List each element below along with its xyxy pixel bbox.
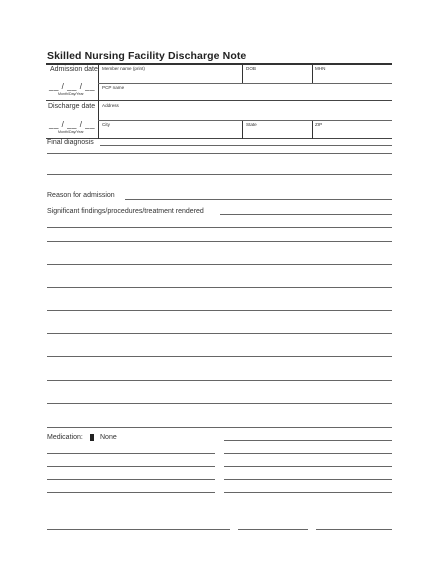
- discharge-date-format: Month/Day/Year: [58, 130, 84, 134]
- reason-line[interactable]: [125, 199, 392, 200]
- pcp-name-label: PCP name: [102, 85, 125, 90]
- address-row-border: [98, 120, 392, 121]
- findings-line-10[interactable]: [47, 427, 392, 428]
- discharge-date-label: Discharge date: [48, 103, 96, 110]
- findings-line-2[interactable]: [47, 241, 392, 242]
- state-label: State: [246, 122, 257, 127]
- final-diagnosis-line-1[interactable]: [100, 145, 392, 146]
- member-row-border: [98, 83, 392, 84]
- state-divider: [242, 120, 243, 139]
- signature-date-line[interactable]: [238, 529, 308, 530]
- findings-line-1[interactable]: [47, 227, 392, 228]
- city-label: City: [102, 122, 110, 127]
- findings-line-3[interactable]: [47, 264, 392, 265]
- header-column-divider: [98, 63, 99, 139]
- dob-divider: [242, 63, 243, 83]
- medication-line-left-1[interactable]: [47, 453, 215, 454]
- zip-divider: [312, 120, 313, 139]
- medication-none-label: None: [100, 434, 117, 441]
- medication-line-right-3[interactable]: [224, 479, 392, 480]
- final-diagnosis-label: Final diagnosis: [47, 139, 94, 146]
- findings-line-7[interactable]: [47, 356, 392, 357]
- findings-line-0[interactable]: [220, 214, 392, 215]
- findings-line-6[interactable]: [47, 333, 392, 334]
- medication-line-left-4[interactable]: [47, 492, 215, 493]
- discharge-date-field[interactable]: __ / __ / __: [49, 120, 96, 129]
- admission-date-format: Month/Day/Year: [58, 92, 84, 96]
- signature-line[interactable]: [47, 529, 230, 530]
- form-title: Skilled Nursing Facility Discharge Note: [47, 50, 247, 62]
- member-name-label: Member name (print): [102, 66, 145, 71]
- dob-label: DOB: [246, 66, 256, 71]
- admission-date-field[interactable]: __ / __ / __: [49, 82, 96, 91]
- signature-extra-line[interactable]: [316, 529, 392, 530]
- medication-line-right-0[interactable]: [224, 440, 392, 441]
- findings-line-9[interactable]: [47, 403, 392, 404]
- medication-line-right-2[interactable]: [224, 466, 392, 467]
- findings-line-8[interactable]: [47, 380, 392, 381]
- zip-label: ZIP: [315, 122, 323, 127]
- admission-date-label: Admission date: [50, 66, 98, 73]
- mhn-label: MHN: [315, 66, 326, 71]
- medication-line-left-3[interactable]: [47, 479, 215, 480]
- address-label: Address: [102, 103, 119, 108]
- findings-line-4[interactable]: [47, 287, 392, 288]
- medication-line-left-2[interactable]: [47, 466, 215, 467]
- findings-label: Significant findings/procedures/treatment rendered: [47, 208, 204, 215]
- medication-line-right-4[interactable]: [224, 492, 392, 493]
- reason-label: Reason for admission: [47, 192, 115, 199]
- final-diagnosis-line-3[interactable]: [47, 174, 392, 175]
- findings-line-5[interactable]: [47, 310, 392, 311]
- medication-line-right-1[interactable]: [224, 453, 392, 454]
- medication-label: Medication:: [47, 434, 83, 441]
- mhn-divider: [312, 63, 313, 83]
- none-checkbox[interactable]: [90, 434, 94, 441]
- final-diagnosis-line-2[interactable]: [47, 153, 392, 154]
